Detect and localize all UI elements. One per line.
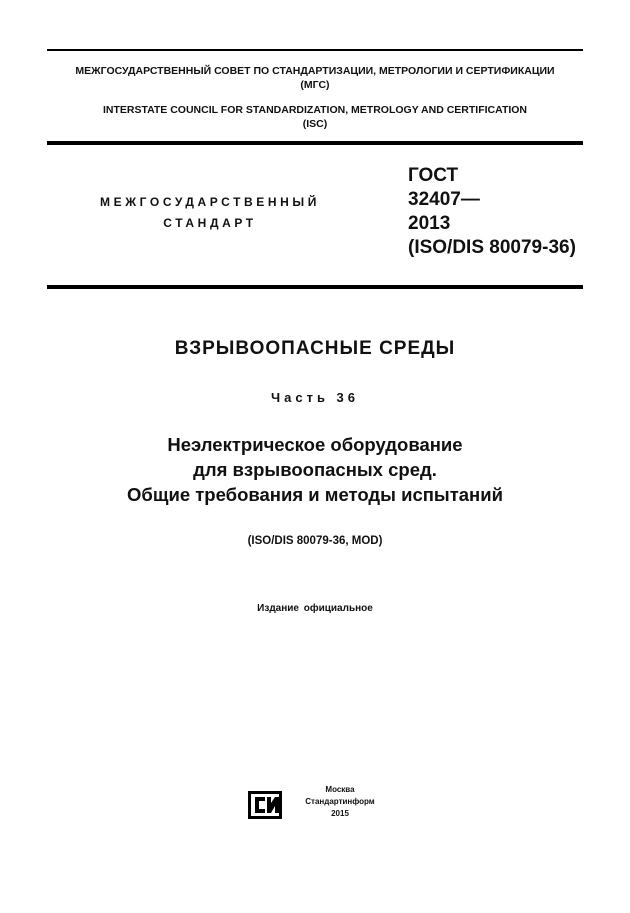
- council-en-line: INTERSTATE COUNCIL FOR STANDARDIZATION, METROLOGY AND CERTIFICATION: [102, 104, 528, 116]
- designation-line1: ГОСТ: [408, 165, 459, 186]
- council-ru-line: МЕЖГОСУДАРСТВЕННЫЙ СОВЕТ ПО СТАНДАРТИЗАЦИИ, МЕТРОЛОГИИ И СЕРТИФИКАЦИИ: [75, 65, 555, 77]
- publisher-block: [290, 784, 390, 820]
- standard-label: [70, 192, 350, 234]
- designation-line3: 2013: [408, 213, 451, 234]
- standard-designation: [408, 164, 576, 260]
- council-ru-abbr: (МГС): [300, 79, 330, 91]
- subtitle-line3: Общие требования и методы испытаний: [127, 484, 503, 505]
- designation-line4: (ISO/DIS 80079-36): [408, 237, 576, 258]
- designation-line2: 32407—: [408, 189, 480, 210]
- council-name-ru: [47, 64, 583, 92]
- publisher-name: Стандартинформ: [305, 797, 375, 806]
- council-en-abbr: (ISC): [302, 118, 328, 130]
- standard-label-line1: МЕЖГОСУДАРСТВЕННЫЙ: [100, 195, 320, 209]
- subtitle-line1: Неэлектрическое оборудование: [167, 434, 463, 455]
- top-rule: [47, 49, 583, 51]
- title-divider: [47, 285, 583, 289]
- edition-note: Издание официальное: [257, 603, 373, 614]
- part-number: Часть 36: [270, 390, 360, 405]
- publisher-logo-icon: [248, 791, 282, 819]
- council-name-en: [47, 103, 583, 131]
- header-divider: [47, 141, 583, 145]
- subtitle-line2: для взрывоопасных сред.: [193, 459, 437, 480]
- publisher-year: 2015: [331, 809, 349, 818]
- document-title: ВЗРЫВООПАСНЫЕ СРЕДЫ: [174, 338, 456, 359]
- modification-note: (ISO/DIS 80079-36, MOD): [247, 535, 383, 547]
- publisher-city: Москва: [325, 785, 355, 794]
- standard-label-line2: СТАНДАРТ: [163, 216, 257, 230]
- document-subtitle: [0, 432, 630, 507]
